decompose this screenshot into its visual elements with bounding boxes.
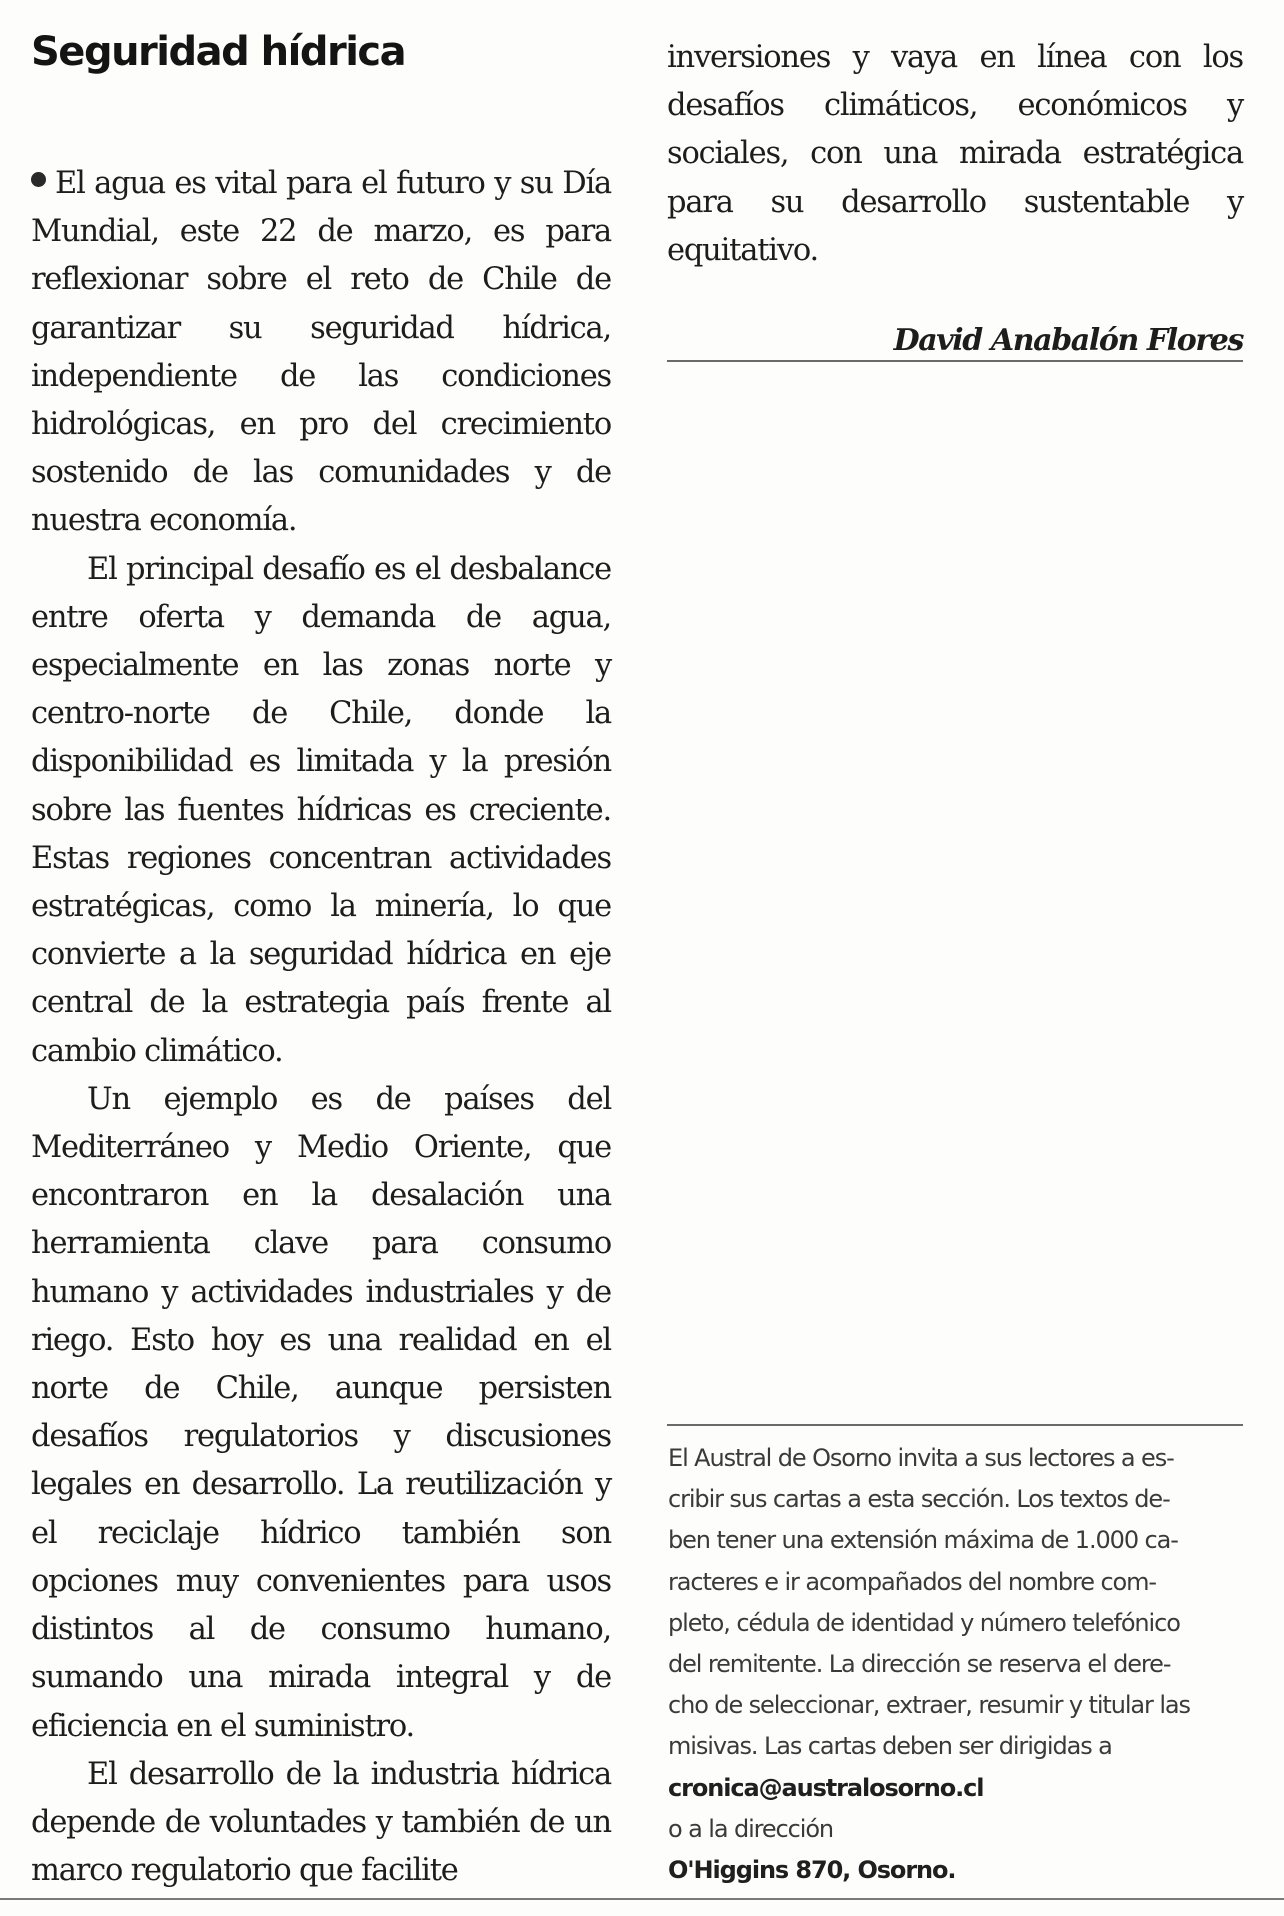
notice-line-6: del remitente. La dirección se reserva el dere- (668, 1650, 1171, 1679)
letter-continuation: inversiones y vaya en línea con los desafíos climáticos, económicos y sociales, con una mirada estratégica para su desarrollo sustentable y equitativo. (667, 40, 1243, 268)
signature-divider (667, 360, 1243, 362)
letter-paragraph-1 (31, 160, 611, 546)
letter-column-left (31, 26, 611, 1895)
bullet-icon (31, 172, 46, 187)
notice-line-3: ben tener una extensión máxima de 1.000 ca- (668, 1526, 1178, 1555)
notice-email: cronica@australosorno.cl (668, 1773, 984, 1802)
notice-line-1: El Austral de Osorno invita a sus lectores a es- (668, 1444, 1174, 1472)
notice-address-intro: o a la dirección (668, 1814, 834, 1843)
letter-column-right (667, 34, 1243, 365)
letter-paragraph-2: El principal desafío es el desbalance entre oferta y demanda de agua, especialmente en las zonas norte y centro-norte de Chile, donde la disponibilidad es limitada y la presión sobre las fuentes hídricas es creciente. Estas regiones concentran actividades estratégicas, como la minería, lo que convierte a la seguridad hídrica en eje central de la estrategia país frente al cambio climático. (31, 551, 611, 1069)
submission-notice (668, 1438, 1243, 1891)
notice-line-2: cribir sus cartas a esta sección. Los textos de- (668, 1485, 1170, 1514)
letter-paragraph-1-text: El agua es vital para el futuro y su Día Mundial, este 22 de marzo, es para reflexionar sobre el reto de Chile de garantizar su seguridad hídrica, independiente de las condiciones hidrológicas, en pro del crecimiento sostenido de las comunidades y de nuestra economía. (31, 166, 611, 539)
notice-line-4: racteres e ir acompañados del nombre com- (668, 1567, 1156, 1596)
notice-address: O'Higgins 870, Osorno. (668, 1856, 956, 1885)
notice-line-5: pleto, cédula de identidad y número telefónico (668, 1608, 1180, 1637)
page-bottom-rule (0, 1898, 1284, 1900)
letter-title: Seguridad hídrica (31, 29, 406, 75)
notice-line-7: cho de seleccionar, extraer, resumir y titular las (668, 1691, 1190, 1720)
letter-author: David Anabalón Flores (893, 323, 1243, 359)
notice-divider (667, 1424, 1243, 1426)
notice-line-8: misivas. Las cartas deben ser dirigidas a (668, 1732, 1112, 1761)
letter-paragraph-4: El desarrollo de la industria hídrica depende de voluntades y también de un marco regulatorio que facilite (31, 1756, 611, 1889)
letter-paragraph-3: Un ejemplo es de países del Mediterráneo y Medio Oriente, que encontraron en la desalación una herramienta clave para consumo humano y actividades industriales y de riego. Esto hoy es una realidad en el norte de Chile, aunque persisten desafíos regulatorios y discusiones legales en desarrollo. La reutilización y el reciclaje hídrico también son opciones muy convenientes para usos distintos al de consumo humano, sumando una mirada integral y de eficiencia en el suministro. (31, 1081, 611, 1744)
